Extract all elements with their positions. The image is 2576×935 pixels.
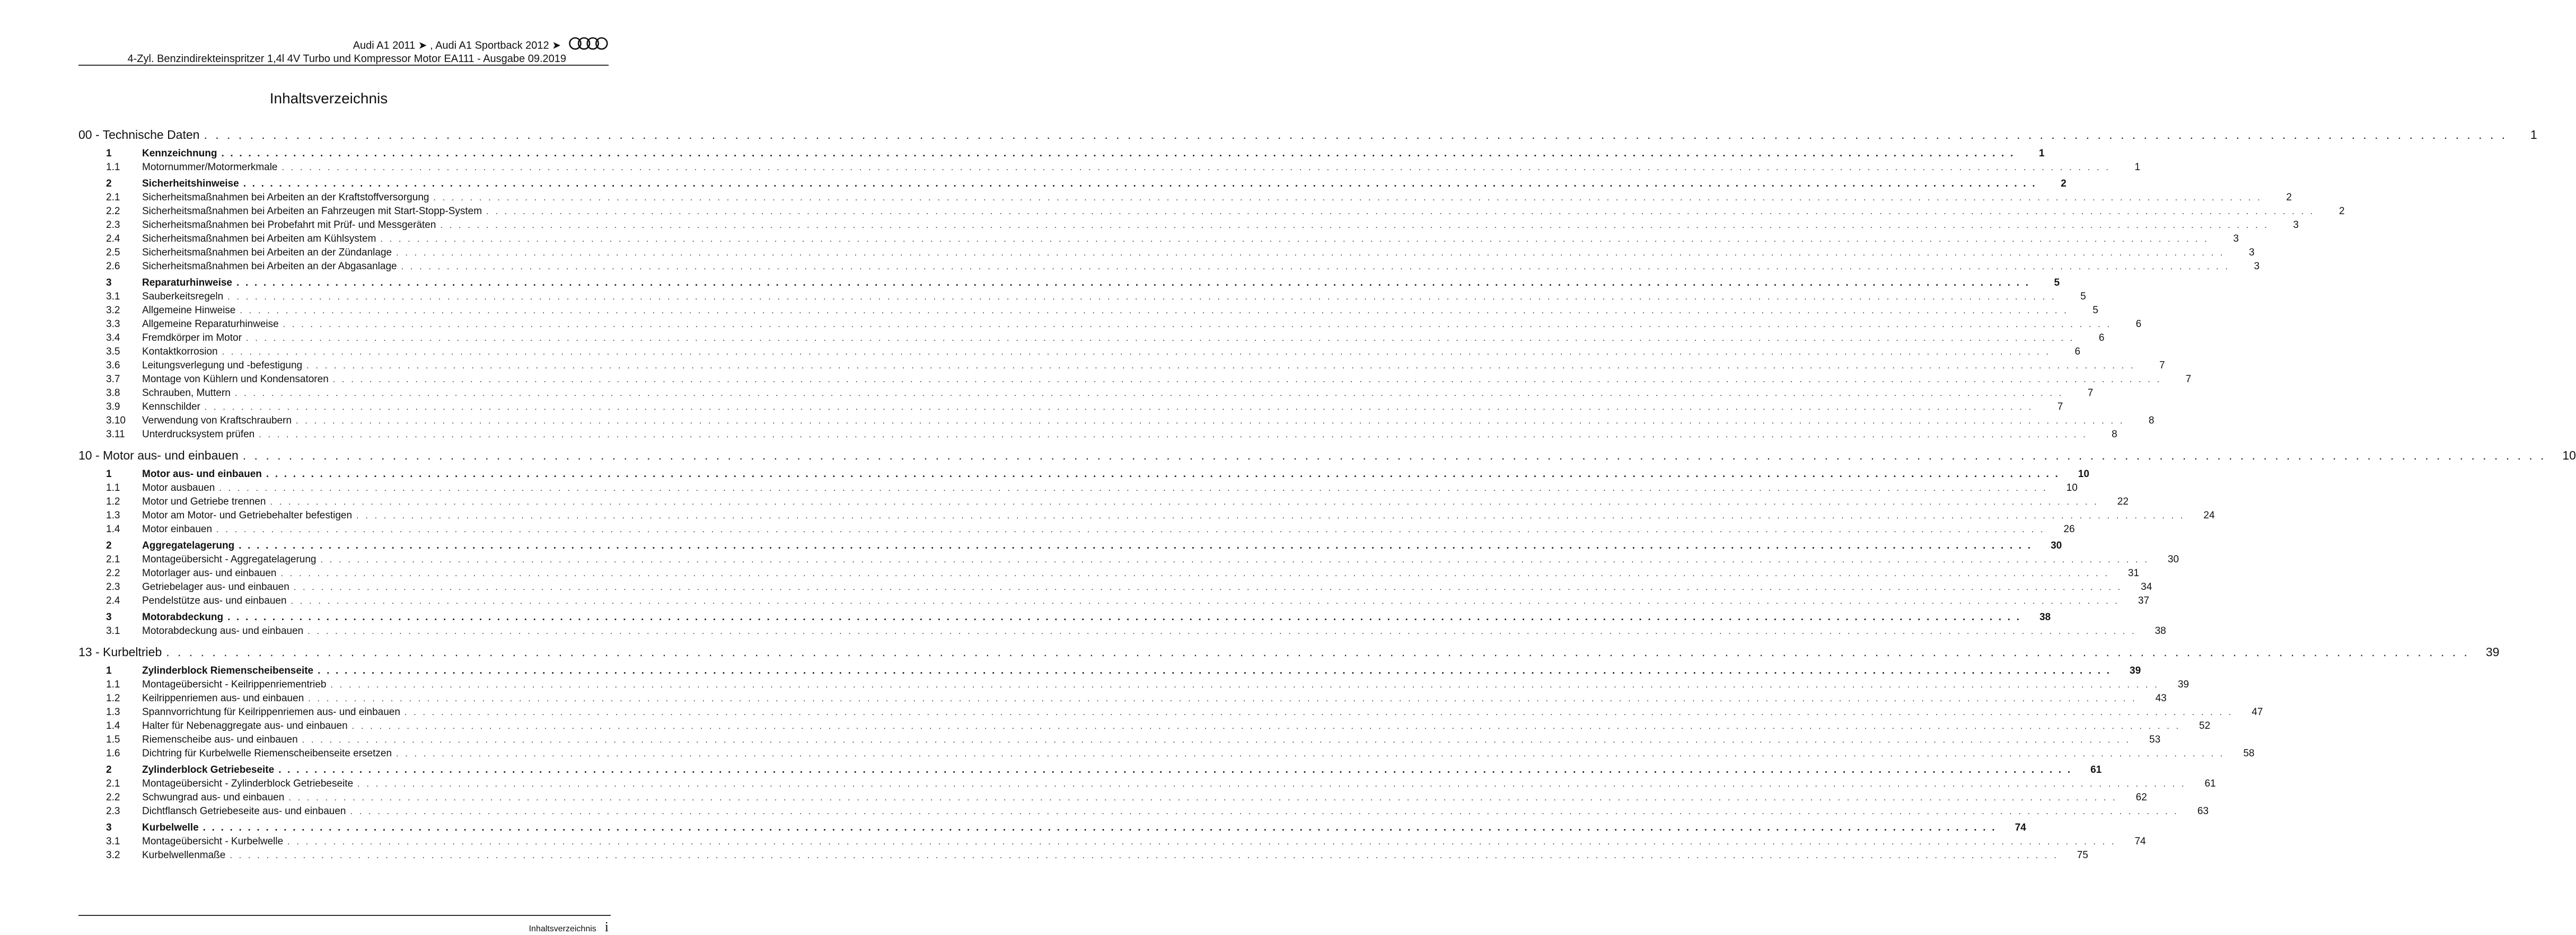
toc-entry-title: Sicherheitsmaßnahmen bei Arbeiten an Fahrzeugen mit Start-Stopp-System [142,206,482,217]
toc-entry-page: 61 [2204,778,2216,789]
toc-entry-title: Sauberkeitsregeln [142,291,224,302]
toc-entry-number: 1.4 [106,524,120,535]
toc-dot-leader: . . . . . . . . . . . . . . . . . . . . . . . . . . . . . . . . . . . . . . . . . . . . . . . . . . . . . . . . . . . . . . . . . . . . . . . . . . . . . . . . . . . . . . . . . . . . . . . . . . . . . . . . . . . . . . . . . . . . . . . . . . . . . . . . . . . . . . . . . . . . . . . . . . . . . . . . . . . . . . . . . . . . . . . . . . . . . . . . . . . . . . . . . . . . . . . . . . . . . . . . [404,708,2234,717]
toc-entry-page: 74 [2015,822,2026,833]
toc-sub-entry[interactable] [78,523,2075,536]
toc-entry-page: 10 [2066,482,2078,493]
toc-entry-number: 1.1 [106,679,120,690]
toc-entry-page: 22 [2117,496,2129,507]
toc-dot-leader: . . . . . . . . . . . . . . . . . . . . . . . . . . . . . . . . . . . . . . . . . . . . . . . . . . . . . . . . . . . . . . . . . . . . . . . . . . . . . . . . . . . . . . . . . . . . . . . . . . . . . . . . . . . . . . . . . . . . . . . . . . . . . . . . . . . . . . . . . . . . . . . . . . . . . . . . . . . . . . . . . . . . . . . . . . . . . . . . . . . . . . . . . . . . . . . . . . . . . . . . [280,569,2109,578]
toc-entry-title: Sicherheitsmaßnahmen bei Arbeiten an der Kraftstoffversorgung [142,192,429,203]
page-title: Inhaltsverzeichnis [269,90,388,107]
toc-entry-number: 2.1 [106,554,120,565]
page-footer [529,919,609,932]
toc-entry-number: 2.5 [106,247,120,258]
toc-entry-title: Zylinderblock Riemenscheibenseite [142,665,314,676]
toc-dot-leader: . . . . . . . . . . . . . . . . . . . . . . . . . . . . . . . . . . . . . . . . . . . . . . . . . . . . . . . . . . . . . . . . . . . . . . . . . . . . . . . . . . . . . . . . . . . . . . . . . . . . . . . . . . . . . . . . . . . . . . . . . . . . . . . . . . . . . . . . . . . . . . . . . . . . . . . . . . . . . . . . . . . . . . . . . . . . . . . . . . . . . . . . . . . . . . . . . . . . . . . . [283,320,2112,329]
toc-entry-number: 1 [106,148,112,159]
toc-entry-title: Montageübersicht - Kurbelwelle [142,836,284,847]
toc-entry-number: 3 [106,277,112,288]
toc-entry-title: Kontaktkorrosion [142,346,218,357]
toc-entry-page: 2 [2286,192,2292,203]
toc-section-entry[interactable] [78,276,2060,290]
toc-entry-page: 26 [2063,524,2075,535]
toc-sub-entry[interactable] [78,414,2155,428]
toc-dot-leader: . . . . . . . . . . . . . . . . . . . . . . . . . . . . . . . . . . . . . . . . . . . . . . . . . . . . . . . . . . . . . . . . . . . . . . . . . . . . . . . . . . . . . . . . . . . . . . . . . . . . . . . . . . . . . . . . . . . . . . . . . . . . . . . . . . . . . . . . . . . . . . . . . . . . . . . . . . . . . . . . . . . . . . . . . . . . . . . . . . . . . . . . . . . . . . . . . . . . . . . . [296,417,2125,426]
toc-entry-number: 3 [106,612,112,623]
toc-sub-entry[interactable] [78,509,2215,523]
toc-dot-leader: . . . . . . . . . . . . . . . . . . . . . . . . . . . . . . . . . . . . . . . . . . . . . . . . . . . . . . . . . . . . . . . . . . . . . . . . . . . . . . . . . . . . . . . . . . . . . . . . . . . . . . . . . . . . . . . . . . . . . . . . . . . . . . . . . . . . . . . . . . . . . . . . . . . . . . . . . . . . . . . . . . . . . . . . . . . . . . . . . . . . . . . . . . . . . . . . . . . . . . . . [270,498,2099,507]
toc-section-entry[interactable] [78,468,2089,481]
toc-entry-page: 7 [2057,401,2063,412]
toc-entry-page: 10 [2562,448,2576,462]
toc-entry-number: 2 [106,540,112,551]
footer-page-number: i [604,919,609,934]
toc-entry-title: Allgemeine Hinweise [142,305,236,316]
toc-sub-entry[interactable] [78,580,2152,594]
toc-dot-leader: . . . . . . . . . . . . . . . . . . . . . . . . . . . . . . . . . . . . . . . . . . . . . . . . . . . . . . . . . . . . . . . . . . . . . . . . . . . . . . . . . . . . . . . . . . . . . . . . . . . . . . . . . . . . . . . . . . . . . . . . . . . . . . . . . . . . . . . . . . . . . . . . . . . . . . . . . . . . . . . . . . . . . . . . . . . . . . . . . . . . . . . . . . . . . . . . . . . . . . . . [266,469,2060,480]
toc-entry-title: Motor am Motor- und Getriebehalter befestigen [142,510,353,521]
toc-entry-title: Sicherheitshinweise [142,178,239,189]
toc-entry-page: 62 [2135,792,2147,803]
page-header [78,36,609,66]
toc-chapter-entry[interactable] [78,125,2537,144]
toc-entry-page: 53 [2149,734,2161,745]
toc-entry-title: Motor ausbauen [142,482,215,493]
toc-entry-page: 30 [2051,540,2062,551]
toc-entry-page: 39 [2177,679,2189,690]
toc-entry-title: Sicherheitsmaßnahmen bei Arbeiten an der Abgasanlage [142,261,397,272]
toc-entry-title: Schrauben, Muttern [142,387,231,399]
toc-entry-title: Dichtring für Kurbelwelle Riemenscheibenseite ersetzen [142,748,392,759]
toc-entry-page: 30 [2167,554,2179,565]
toc-dot-leader: . . . . . . . . . . . . . . . . . . . . . . . . . . . . . . . . . . . . . . . . . . . . . . . . . . . . . . . . . . . . . . . . . . . . . . . . . . . . . . . . . . . . . . . . . . . . . . . . . . . . . . . . . . . . . . . . . . . . . . . . . . . . . . . . . . . . . . . . . . . . . . . . . . . . . . . . . . . . . . . . . . . . . . . . . . . . . . . . . . . . . . . . . . . . . . . . . . . . . . . . [320,555,2149,564]
toc-entry-number: 2 [106,764,112,775]
toc-entry-title: 13 - Kurbeltrieb [78,645,162,659]
toc-entry-number: 3.1 [106,836,120,847]
toc-entry-title: Montage von Kühlern und Kondensatoren [142,374,329,385]
toc-entry-page: 34 [2141,581,2152,593]
toc-dot-leader: . . . . . . . . . . . . . . . . . . . . . . . . . . . . . . . . . . . . . . . . . . . . . . . . . . . . . . . . . . . . . . . . . . . . . . . . . . . . . . . . . . . . . . . . . . . . . . . . . . . . . . . . . . . . . . . . . . . . . . . . . . . . . . . . . . . . . . . . . . . . . . . . . . . . . . . . . . . . . . . . . . . . . . . . . . . . . . . . . . . . . . . . . . . . . . . . . . . . . . . . [307,627,2137,636]
toc-dot-leader: . . . . . . . . . . . . . . . . . . . . . . . . . . . . . . . . . . . . . . . . . . . . . . . . . . . . . . . . . . . . . . . . . . . . . . . . . . . . . . . . . . . . . . . . . . . . . . . . . . . . . . . . . . . . . . . . . . . . . . . . . . . . . . . . . . . . . . . . . . . . . . . . . . . . . . . . . . . . . . . . . . . . . . . . . . . . . . . . . . . . . . . . . . . . . . . . . . . . . . . . [240,306,2069,315]
toc-sub-entry[interactable] [78,567,2139,580]
toc-entry-title: Reparaturhinweise [142,277,232,288]
toc-sub-entry[interactable] [78,331,2105,345]
toc-dot-leader: . . . . . . . . . . . . . . . . . . . . . . . . . . . . . . . . . . . . . . . . . . . . . . . . . . . . . . . . . . . . . . . . . . . . . . . . . . . . . . . . . . . . . . . . . . . . . . . . . . . . . . . . . . . . . . . . . . . . . . . . . . . . . . . . . . . . . . . . . . . . . . . . . . . . . . . . . . . . . . . . . . . . . . . . . . . . . . . . . . . . . . . . . . . . . . . . . . . . . . . . [245,334,2075,343]
toc-sub-entry[interactable] [78,719,2211,733]
toc-entry-page: 6 [2098,332,2105,343]
toc-dot-leader: . . . . . . . . . . . . . . . . . . . . . . . . . . . . . . . . . . . . . . . . . . . . . . . . . . . . . . . . . . . . . . . . . . . . . . . . . . . . . . . . . . . . . . . . . . . . . . . . . . . . . . . . . . . . . . . . . . . . . . . . . . . . . . . . . . . . . . . . . . . . . . . . . . . . . . . . . . . . . . . . . . . . . . . . . . . . . . . . . . . . . . . . . . . . . . . . . . . . . . . . [306,361,2135,371]
toc-entry-title: Zylinderblock Getriebeseite [142,764,275,775]
footer-divider [78,915,611,916]
toc-entry-page: 37 [2138,595,2150,606]
toc-entry-page: 7 [2087,387,2094,399]
toc-entry-page: 2 [2061,178,2067,189]
toc-sub-entry[interactable] [78,594,2150,608]
toc-sub-entry[interactable] [78,849,2088,862]
toc-entry-title: Motorabdeckung [142,612,224,623]
header-engine-line: 4-Zyl. Benzindirekteinspritzer 1,4l 4V Turbo und Kompressor Motor EA111 - Ausgabe 09.2019 [127,53,566,65]
toc-entry-number: 1.2 [106,496,120,507]
toc-entry-number: 3.1 [106,625,120,637]
toc-sub-entry[interactable] [78,345,2081,359]
toc-dot-leader: . . . . . . . . . . . . . . . . . . . . . . . . . . . . . . . . . . . . . . . . . . . . . . . . . . . . . . . . . . . . . . . . . . . . . . . . . . . . . . . . . . . . . . . . . . . . . . . . . . . . . . . . . . . . . . . . . . . . . . . . . . . . . . . . . . . . . . . . . . . . . . . . . . . . . . . . . . . . . . . . . . . . . . . . . . . . . . . . . . . . . . . . . . . . . . . . . . . . . . . . [227,612,2021,623]
toc-sub-entry[interactable] [78,373,2192,386]
toc-dot-leader: . . . . . . . . . . . . . . . . . . . . . . . . . . . . . . . . . . . . . . . . . . . . . . . . . . . . . . . . . . . . . . . . . . . . . . . . . . . . . . . . . . . . . . . . . . . . . . . . . . . . . . . . . . . . . . . . . . . . . . . . . . . . . . . . . . . . . . . . . . . . . . . . . . . . . . . . . . . . . . . . . . . . . . . . . . . . . . . . . . . . . . . . . . . . . . . . . . . . . . . . [380,235,2209,244]
toc-entry-title: Kennschilder [142,401,200,412]
toc-entry-page: 38 [2155,625,2166,637]
toc-sub-entry[interactable] [78,791,2147,805]
toc-sub-entry[interactable] [78,161,2140,174]
toc-entry-title: Montageübersicht - Aggregatelagerung [142,554,316,565]
toc-entry-title: 00 - Technische Daten [78,128,200,142]
header-vehicle-text: Audi A1 2011 ➤ , Audi A1 Sportback 2012 ➤ [353,39,561,51]
toc-entry-number: 1 [106,469,112,480]
footer-label: Inhaltsverzeichnis [529,924,596,933]
toc-dot-leader: . . . . . . . . . . . . . . . . . . . . . . . . . . . . . . . . . . . . . . . . . . . . . . . . . . . . . . . . . . . . . . . . . . . . . . . . . . . . . . . . . . . . . . . . . . . . . . . . . . . . . . . . . . . . . . . . . . . . . . . . . . . . . . . . . . . . . . . . . . . . . . . . . . . . . . . . . . . . . . . . . . . . . . . . . . . . . . . . . . . . . . . . . . . . . . . . . . . . . . . . [234,389,2064,398]
toc-sub-entry[interactable] [78,553,2179,567]
toc-entry-title: Riemenscheibe aus- und einbauen [142,734,298,745]
toc-entry-number: 1.1 [106,162,120,173]
toc-entry-title: Sicherheitsmaßnahmen bei Probefahrt mit Prüf- und Messgeräten [142,219,436,231]
toc-entry-title: Motor und Getriebe trennen [142,496,266,507]
toc-sub-entry[interactable] [78,747,2255,761]
toc-entry-number: 3.3 [106,319,120,330]
toc-dot-leader: . . . . . . . . . . . . . . . . . . . . . . . . . . . . . . . . . . . . . . . . . . . . . . . . . . . . . . . . . . . . . . . . . . . . . . . . . . . . . . . . . . . . . . . . . . . . . . . . . . . . . . . . . . . . . . . . . . . . . . . . . . . . . . . . . . . . . . . . . . . . . . . . . . . . . . . . . . . . . . . . . . . . . . . . . . . . . . . . . . . . . . . . . . . . . . . . . . . . . . . . [308,694,2137,703]
toc-entry-page: 63 [2197,806,2209,817]
toc-entry-number: 2.1 [106,778,120,789]
toc-entry-title: Kennzeichnung [142,148,217,159]
toc-entry-number: 2.2 [106,206,120,217]
toc-entry-page: 8 [2148,415,2155,426]
toc-sub-entry[interactable] [78,777,2216,791]
toc-dot-leader: . . . . . . . . . . . . . . . . . . . . . . . . . . . . . . . . . . . . . . . . . . . . . . . . . . . . . . . . . . . . . . . . . . . . . . . . . . . . . . . . . . . . . . . . . . . . . . . . . . . . . . . . . . . . . . . . . . . . . . . . . . . . . . . . . . . . . . . . . . . . . . . . . . . . . . . . . . . . . . . . . . . . . . . . . . . . . . . . . . . . . . . . . . . . . . . . . . . . . . . . [282,163,2111,172]
toc-dot-leader: . . . . . . . . . . . . . . . . . . . . . . . . . . . . . . . . . . . . . . . . . . . . . . . . . . . . . . . . . . . . . . . . . . . . . . . . . . . . . . . . . . . . . . . . . . . . . . . . . . . . . . . . . . . . . . . . . . . . . . . . . . . . . . . . . . . . . . . . . . . . . . . . . . . . . . . . . . . . . . . . . . . . . . . . . . . . . . . . . . . . . . . . . . . . . . . . . . . . . . . . [236,277,2030,288]
toc-entry-page: 31 [2127,568,2139,579]
toc-section-entry[interactable] [78,611,2051,624]
toc-entry-number: 1.3 [106,707,120,718]
toc-entry-title: Motorabdeckung aus- und einbauen [142,625,304,637]
toc-entry-number: 1.3 [106,510,120,521]
toc-dot-leader: . . . . . . . . . . . . . . . . . . . . . . . . . . . . . . . . . . . . . . . . . . . . . . . . . . . . . . . . . . . . . . . . . . . . . . . . . . . . . . . . . . . . . . . . . . . . . . . . . . . . . . . . . . . . . . . . . . . . . . . . . . . . . . . . . . . . . . . . . . . . . . . . . . . . . . . . . . . . . . . . . . . . . . . . . . . . . . . . . . . . . . . . . . . . . . . . . . . . . . . . [166,645,2470,659]
toc-entry-number: 1 [106,665,112,676]
toc-sub-entry[interactable] [78,290,2086,304]
toc-entry-number: 3.4 [106,332,120,343]
toc-entry-title: Montageübersicht - Zylinderblock Getriebeseite [142,778,354,789]
toc-sub-entry[interactable] [78,495,2129,509]
toc-dot-leader: . . . . . . . . . . . . . . . . . . . . . . . . . . . . . . . . . . . . . . . . . . . . . . . . . . . . . . . . . . . . . . . . . . . . . . . . . . . . . . . . . . . . . . . . . . . . . . . . . . . . . . . . . . . . . . . . . . . . . . . . . . . . . . . . . . . . . . . . . . . . . . . . . . . . . . . . . . . . . . . . . . . . . . . . . . . . . . . . . . . . . . . . . . . . . . . . . . . . . . . . [278,764,2072,775]
toc-dot-leader: . . . . . . . . . . . . . . . . . . . . . . . . . . . . . . . . . . . . . . . . . . . . . . . . . . . . . . . . . . . . . . . . . . . . . . . . . . . . . . . . . . . . . . . . . . . . . . . . . . . . . . . . . . . . . . . . . . . . . . . . . . . . . . . . . . . . . . . . . . . . . . . . . . . . . . . . . . . . . . . . . . . . . . . . . . . . . . . . . . . . . . . . . . . . . . . . . . . . . . . . [221,148,2015,159]
toc-chapter-entry[interactable] [78,446,2576,465]
toc-entry-page: 10 [2078,469,2089,480]
toc-entry-page: 7 [2185,374,2192,385]
toc-entry-number: 3.2 [106,305,120,316]
toc-entry-number: 1.5 [106,734,120,745]
toc-entry-number: 3 [106,822,112,833]
toc-dot-leader: . . . . . . . . . . . . . . . . . . . . . . . . . . . . . . . . . . . . . . . . . . . . . . . . . . . . . . . . . . . . . . . . . . . . . . . . . . . . . . . . . . . . . . . . . . . . . . . . . . . . . . . . . . . . . . . . . . . . . . . . . . . . . . . . . . . . . . . . . . . . . . . . . . . . . . . . . . . . . . . . . . . . . . . . . . . . . . . . . . . . . . . . . . . . . . . . . . . . . . . . [287,837,2116,846]
toc-entry-page: 1 [2038,148,2045,159]
toc-entry-title: Motorlager aus- und einbauen [142,568,277,579]
toc-entry-title: Allgemeine Reparaturhinweise [142,319,279,330]
toc-dot-leader: . . . . . . . . . . . . . . . . . . . . . . . . . . . . . . . . . . . . . . . . . . . . . . . . . . . . . . . . . . . . . . . . . . . . . . . . . . . . . . . . . . . . . . . . . . . . . . . . . . . . . . . . . . . . . . . . . . . . . . . . . . . . . . . . . . . . . . . . . . . . . . . . . . . . . . . . . . . . . . . . . . . . . . . . . . . . . . . . . . . . . . . . . . . . . . . . . . . . . . . . [433,193,2262,202]
toc-section-entry[interactable] [78,177,2067,191]
toc-entry-title: Aggregatelagerung [142,540,235,551]
toc-entry-page: 74 [2134,836,2146,847]
toc-entry-page: 3 [2233,233,2239,244]
toc-dot-leader: . . . . . . . . . . . . . . . . . . . . . . . . . . . . . . . . . . . . . . . . . . . . . . . . . . . . . . . . . . . . . . . . . . . . . . . . . . . . . . . . . . . . . . . . . . . . . . . . . . . . . . . . . . . . . . . . . . . . . . . . . . . . . . . . . . . . . . . . . . . . . . . . . . . . . . . . . . . . . . . . . . . . . . . . . . . . . . . . . . . . . . . . . . . . . . . . . . . . . . . . [330,681,2159,690]
header-divider [78,65,609,66]
toc-entry-title: Leitungsverlegung und -befestigung [142,360,303,371]
toc-entry-page: 3 [2248,247,2255,258]
toc-dot-leader: . . . . . . . . . . . . . . . . . . . . . . . . . . . . . . . . . . . . . . . . . . . . . . . . . . . . . . . . . . . . . . . . . . . . . . . . . . . . . . . . . . . . . . . . . . . . . . . . . . . . . . . . . . . . . . . . . . . . . . . . . . . . . . . . . . . . . . . . . . . . . . . . . . . . . . . . . . . . . . . . . . . . . . . . . . . . . . . . . . . . . . . . . . . . . . . . . . . . . . . . [243,178,2037,189]
toc-chapter-entry[interactable] [78,642,2500,661]
toc-entry-number: 3.9 [106,401,120,412]
toc-entry-page: 61 [2090,764,2102,775]
toc-entry-number: 2.4 [106,233,120,244]
toc-sub-entry[interactable] [78,835,2146,849]
toc-entry-page: 3 [2293,219,2299,231]
toc-sub-entry[interactable] [78,218,2299,232]
toc-dot-leader: . . . . . . . . . . . . . . . . . . . . . . . . . . . . . . . . . . . . . . . . . . . . . . . . . . . . . . . . . . . . . . . . . . . . . . . . . . . . . . . . . . . . . . . . . . . . . . . . . . . . . . . . . . . . . . . . . . . . . . . . . . . . . . . . . . . . . . . . . . . . . . . . . . . . . . . . . . . . . . . . . . . . . . . . . . . . . . . . . . . . . . . . . . . . . . . . . . . . . . . . [356,511,2185,521]
toc-dot-leader: . . . . . . . . . . . . . . . . . . . . . . . . . . . . . . . . . . . . . . . . . . . . . . . . . . . . . . . . . . . . . . . . . . . . . . . . . . . . . . . . . . . . . . . . . . . . . . . . . . . . . . . . . . . . . . . . . . . . . . . . . . . . . . . . . . . . . . . . . . . . . . . . . . . . . . . . . . . . . . . . . . . . . . . . . . . . . . . . . . . . . . . . . . . . . . . . . . . . . . . . [318,665,2112,676]
toc-dot-leader: . . . . . . . . . . . . . . . . . . . . . . . . . . . . . . . . . . . . . . . . . . . . . . . . . . . . . . . . . . . . . . . . . . . . . . . . . . . . . . . . . . . . . . . . . . . . . . . . . . . . . . . . . . . . . . . . . . . . . . . . . . . . . . . . . . . . . . . . . . . . . . . . . . . . . . . . . . . . . . . . . . . . . . . . . . . . . . . . . . . . . . . . . . . . . . . . . . . . . . . . [396,249,2225,258]
table-of-contents [78,125,2576,862]
toc-entry-number: 2.4 [106,595,120,606]
toc-entry-title: Motornummer/Motormerkmale [142,162,278,173]
toc-entry-page: 5 [2080,291,2086,302]
toc-sub-entry[interactable] [78,624,2166,638]
toc-section-entry[interactable] [78,664,2141,678]
toc-entry-title: Sicherheitsmaßnahmen bei Arbeiten am Kühlsystem [142,233,376,244]
toc-dot-leader: . . . . . . . . . . . . . . . . . . . . . . . . . . . . . . . . . . . . . . . . . . . . . . . . . . . . . . . . . . . . . . . . . . . . . . . . . . . . . . . . . . . . . . . . . . . . . . . . . . . . . . . . . . . . . . . . . . . . . . . . . . . . . . . . . . . . . . . . . . . . . . . . . . . . . . . . . . . . . . . . . . . . . . . . . . . . . . . . . . . . . . . . . . . . . . . . . . . . . . . . [401,262,2230,271]
toc-entry-title: Pendelstütze aus- und einbauen [142,595,287,606]
toc-entry-title: Fremdkörper im Motor [142,332,242,343]
toc-sub-entry[interactable] [78,692,2167,705]
toc-entry-title: Kurbelwellenmaße [142,850,226,861]
toc-entry-title: Montageübersicht - Keilrippenriementrieb [142,679,327,690]
audi-rings-icon [568,37,609,54]
toc-dot-leader: . . . . . . . . . . . . . . . . . . . . . . . . . . . . . . . . . . . . . . . . . . . . . . . . . . . . . . . . . . . . . . . . . . . . . . . . . . . . . . . . . . . . . . . . . . . . . . . . . . . . . . . . . . . . . . . . . . . . . . . . . . . . . . . . . . . . . . . . . . . . . . . . . . . . . . . . . . . . . . . . . . . . . . . . . . . . . . . . . . . . . . . . . . . . . . . . . . . . . . . . [227,293,2056,302]
toc-sub-entry[interactable] [78,733,2161,747]
toc-sub-entry[interactable] [78,400,2063,414]
toc-dot-leader: . . . . . . . . . . . . . . . . . . . . . . . . . . . . . . . . . . . . . . . . . . . . . . . . . . . . . . . . . . . . . . . . . . . . . . . . . . . . . . . . . . . . . . . . . . . . . . . . . . . . . . . . . . . . . . . . . . . . . . . . . . . . . . . . . . . . . . . . . . . . . . . . . . . . . . . . . . . . . . . . . . . . . . . . . . . . . . . . . . . . . . . . . . . . . . . . . . . . . . . . [239,540,2033,551]
toc-dot-leader: . . . . . . . . . . . . . . . . . . . . . . . . . . . . . . . . . . . . . . . . . . . . . . . . . . . . . . . . . . . . . . . . . . . . . . . . . . . . . . . . . . . . . . . . . . . . . . . . . . . . . . . . . . . . . . . . . . . . . . . . . . . . . . . . . . . . . . . . . . . . . . . . . . . . . . . . . . . . . . . . . . . . . . . . . . . . . . . . . . . . . . . . . . . . . . . . . . . . . . . . [332,375,2162,384]
toc-entry-number: 3.2 [106,850,120,861]
toc-entry-number: 1.1 [106,482,120,493]
toc-entry-page: 24 [2203,510,2215,521]
toc-dot-leader: . . . . . . . . . . . . . . . . . . . . . . . . . . . . . . . . . . . . . . . . . . . . . . . . . . . . . . . . . . . . . . . . . . . . . . . . . . . . . . . . . . . . . . . . . . . . . . . . . . . . . . . . . . . . . . . . . . . . . . . . . . . . . . . . . . . . . . . . . . . . . . . . . . . . . . . . . . . . . . . . . . . . . . . . . . . . . . . . . . . . . . . . . . . . . . . . . . . . . . . . [440,221,2269,230]
toc-entry-page: 1 [2530,128,2537,142]
toc-entry-number: 2.2 [106,568,120,579]
toc-entry-title: Keilrippenriemen aus- und einbauen [142,693,304,704]
toc-entry-number: 1.4 [106,720,120,731]
toc-entry-number: 3.7 [106,374,120,385]
toc-entry-page: 6 [2135,319,2142,330]
toc-entry-number: 2 [106,178,112,189]
toc-dot-leader: . . . . . . . . . . . . . . . . . . . . . . . . . . . . . . . . . . . . . . . . . . . . . . . . . . . . . . . . . . . . . . . . . . . . . . . . . . . . . . . . . . . . . . . . . . . . . . . . . . . . . . . . . . . . . . . . . . . . . . . . . . . . . . . . . . . . . . . . . . . . . . . . . . . . . . . . . . . . . . . . . . . . . . . . . . . . . . . . . . . . . . . . . . . . . . . . . . . . . . . . [204,128,2508,142]
toc-dot-leader: . . . . . . . . . . . . . . . . . . . . . . . . . . . . . . . . . . . . . . . . . . . . . . . . . . . . . . . . . . . . . . . . . . . . . . . . . . . . . . . . . . . . . . . . . . . . . . . . . . . . . . . . . . . . . . . . . . . . . . . . . . . . . . . . . . . . . . . . . . . . . . . . . . . . . . . . . . . . . . . . . . . . . . . . . . . . . . . . . . . . . . . . . . . . . . . . . . . . . . . . [216,525,2045,534]
toc-sub-entry[interactable] [78,678,2189,692]
toc-entry-number: 3.8 [106,387,120,399]
toc-entry-page: 39 [2485,645,2500,659]
toc-sub-entry[interactable] [78,205,2345,218]
toc-entry-title: Getriebelager aus- und einbauen [142,581,289,593]
toc-entry-page: 38 [2039,612,2051,623]
toc-dot-leader: . . . . . . . . . . . . . . . . . . . . . . . . . . . . . . . . . . . . . . . . . . . . . . . . . . . . . . . . . . . . . . . . . . . . . . . . . . . . . . . . . . . . . . . . . . . . . . . . . . . . . . . . . . . . . . . . . . . . . . . . . . . . . . . . . . . . . . . . . . . . . . . . . . . . . . . . . . . . . . . . . . . . . . . . . . . . . . . . . . . . . . . . . . . . . . . . . . . . . . . . [288,793,2117,802]
toc-entry-number: 2.6 [106,261,120,272]
toc-dot-leader: . . . . . . . . . . . . . . . . . . . . . . . . . . . . . . . . . . . . . . . . . . . . . . . . . . . . . . . . . . . . . . . . . . . . . . . . . . . . . . . . . . . . . . . . . . . . . . . . . . . . . . . . . . . . . . . . . . . . . . . . . . . . . . . . . . . . . . . . . . . . . . . . . . . . . . . . . . . . . . . . . . . . . . . . . . . . . . . . . . . . . . . . . . . . . . . . . . . . . . . . [293,583,2123,592]
toc-sub-entry[interactable] [78,260,2260,274]
toc-entry-title: 10 - Motor aus- und einbauen [78,448,239,462]
toc-entry-page: 1 [2134,162,2140,173]
toc-section-entry[interactable] [78,763,2102,777]
toc-entry-number: 2.2 [106,792,120,803]
toc-entry-page: 75 [2077,850,2088,861]
toc-dot-leader: . . . . . . . . . . . . . . . . . . . . . . . . . . . . . . . . . . . . . . . . . . . . . . . . . . . . . . . . . . . . . . . . . . . . . . . . . . . . . . . . . . . . . . . . . . . . . . . . . . . . . . . . . . . . . . . . . . . . . . . . . . . . . . . . . . . . . . . . . . . . . . . . . . . . . . . . . . . . . . . . . . . . . . . . . . . . . . . . . . . . . . . . . . . . . . . . . . . . . . . . [204,403,2034,412]
toc-dot-leader: . . . . . . . . . . . . . . . . . . . . . . . . . . . . . . . . . . . . . . . . . . . . . . . . . . . . . . . . . . . . . . . . . . . . . . . . . . . . . . . . . . . . . . . . . . . . . . . . . . . . . . . . . . . . . . . . . . . . . . . . . . . . . . . . . . . . . . . . . . . . . . . . . . . . . . . . . . . . . . . . . . . . . . . . . . . . . . . . . . . . . . . . . . . . . . . . . . . . . . . . [350,807,2179,816]
toc-entry-page: 7 [2159,360,2165,371]
toc-dot-leader: . . . . . . . . . . . . . . . . . . . . . . . . . . . . . . . . . . . . . . . . . . . . . . . . . . . . . . . . . . . . . . . . . . . . . . . . . . . . . . . . . . . . . . . . . . . . . . . . . . . . . . . . . . . . . . . . . . . . . . . . . . . . . . . . . . . . . . . . . . . . . . . . . . . . . . . . . . . . . . . . . . . . . . . . . . . . . . . . . . . . . . . . . . . . . . . . . . . . . . . . [357,780,2186,789]
toc-sub-entry[interactable] [78,386,2094,400]
toc-dot-leader: . . . . . . . . . . . . . . . . . . . . . . . . . . . . . . . . . . . . . . . . . . . . . . . . . . . . . . . . . . . . . . . . . . . . . . . . . . . . . . . . . . . . . . . . . . . . . . . . . . . . . . . . . . . . . . . . . . . . . . . . . . . . . . . . . . . . . . . . . . . . . . . . . . . . . . . . . . . . . . . . . . . . . . . . . . . . . . . . . . . . . . . . . . . . . . . . . . . . . . . . [486,207,2315,216]
toc-sub-entry[interactable] [78,317,2142,331]
toc-entry-title: Motor einbauen [142,524,213,535]
toc-entry-title: Kurbelwelle [142,822,199,833]
toc-entry-page: 6 [2074,346,2081,357]
toc-entry-page: 3 [2254,261,2260,272]
toc-entry-number: 3.1 [106,291,120,302]
toc-sub-entry[interactable] [78,246,2255,260]
toc-dot-leader: . . . . . . . . . . . . . . . . . . . . . . . . . . . . . . . . . . . . . . . . . . . . . . . . . . . . . . . . . . . . . . . . . . . . . . . . . . . . . . . . . . . . . . . . . . . . . . . . . . . . . . . . . . . . . . . . . . . . . . . . . . . . . . . . . . . . . . . . . . . . . . . . . . . . . . . . . . . . . . . . . . . . . . . . . . . . . . . . . . . . . . . . . . . . . . . . . . . . . . . . [242,448,2546,462]
toc-entry-page: 5 [2054,277,2060,288]
toc-dot-leader: . . . . . . . . . . . . . . . . . . . . . . . . . . . . . . . . . . . . . . . . . . . . . . . . . . . . . . . . . . . . . . . . . . . . . . . . . . . . . . . . . . . . . . . . . . . . . . . . . . . . . . . . . . . . . . . . . . . . . . . . . . . . . . . . . . . . . . . . . . . . . . . . . . . . . . . . . . . . . . . . . . . . . . . . . . . . . . . . . . . . . . . . . . . . . . . . . . . . . . . . [302,736,2131,745]
toc-dot-leader: . . . . . . . . . . . . . . . . . . . . . . . . . . . . . . . . . . . . . . . . . . . . . . . . . . . . . . . . . . . . . . . . . . . . . . . . . . . . . . . . . . . . . . . . . . . . . . . . . . . . . . . . . . . . . . . . . . . . . . . . . . . . . . . . . . . . . . . . . . . . . . . . . . . . . . . . . . . . . . . . . . . . . . . . . . . . . . . . . . . . . . . . . . . . . . . . . . . . . . . . [259,430,2088,439]
toc-entry-number: 2.3 [106,581,120,593]
toc-entry-number: 2.3 [106,219,120,231]
toc-sub-entry[interactable] [78,428,2117,442]
toc-sub-entry[interactable] [78,705,2263,719]
toc-dot-leader: . . . . . . . . . . . . . . . . . . . . . . . . . . . . . . . . . . . . . . . . . . . . . . . . . . . . . . . . . . . . . . . . . . . . . . . . . . . . . . . . . . . . . . . . . . . . . . . . . . . . . . . . . . . . . . . . . . . . . . . . . . . . . . . . . . . . . . . . . . . . . . . . . . . . . . . . . . . . . . . . . . . . . . . . . . . . . . . . . . . . . . . . . . . . . . . . . . . . . . . . [396,749,2225,758]
toc-section-entry[interactable] [78,539,2062,553]
toc-section-entry[interactable] [78,147,2045,161]
toc-entry-number: 2.1 [106,192,120,203]
toc-entry-page: 47 [2252,707,2263,718]
toc-entry-page: 39 [2130,665,2141,676]
toc-sub-entry[interactable] [78,191,2292,205]
toc-entry-page: 58 [2243,748,2255,759]
toc-entry-number: 1.2 [106,693,120,704]
toc-entry-number: 1.6 [106,748,120,759]
toc-entry-number: 3.11 [106,429,125,440]
toc-entry-title: Dichtflansch Getriebeseite aus- und einbauen [142,806,346,817]
toc-entry-page: 8 [2112,429,2117,440]
toc-sub-entry[interactable] [78,805,2209,818]
toc-entry-title: Spannvorrichtung für Keilrippenriemen aus- und einbauen [142,707,400,718]
toc-entry-page: 52 [2199,720,2211,731]
toc-sub-entry[interactable] [78,304,2098,317]
toc-entry-number: 2.3 [106,806,120,817]
header-vehicle-line [353,38,609,52]
toc-dot-leader: . . . . . . . . . . . . . . . . . . . . . . . . . . . . . . . . . . . . . . . . . . . . . . . . . . . . . . . . . . . . . . . . . . . . . . . . . . . . . . . . . . . . . . . . . . . . . . . . . . . . . . . . . . . . . . . . . . . . . . . . . . . . . . . . . . . . . . . . . . . . . . . . . . . . . . . . . . . . . . . . . . . . . . . . . . . . . . . . . . . . . . . . . . . . . . . . . . . . . . . . [230,851,2059,860]
toc-entry-title: Verwendung von Kraftschraubern [142,415,292,426]
toc-dot-leader: . . . . . . . . . . . . . . . . . . . . . . . . . . . . . . . . . . . . . . . . . . . . . . . . . . . . . . . . . . . . . . . . . . . . . . . . . . . . . . . . . . . . . . . . . . . . . . . . . . . . . . . . . . . . . . . . . . . . . . . . . . . . . . . . . . . . . . . . . . . . . . . . . . . . . . . . . . . . . . . . . . . . . . . . . . . . . . . . . . . . . . . . . . . . . . . . . . . . . . . . [351,722,2181,731]
toc-entry-title: Schwungrad aus- und einbauen [142,792,285,803]
toc-entry-number: 3.5 [106,346,120,357]
toc-dot-leader: . . . . . . . . . . . . . . . . . . . . . . . . . . . . . . . . . . . . . . . . . . . . . . . . . . . . . . . . . . . . . . . . . . . . . . . . . . . . . . . . . . . . . . . . . . . . . . . . . . . . . . . . . . . . . . . . . . . . . . . . . . . . . . . . . . . . . . . . . . . . . . . . . . . . . . . . . . . . . . . . . . . . . . . . . . . . . . . . . . . . . . . . . . . . . . . . . . . . . . . . [203,822,1997,833]
toc-entry-title: Unterdrucksystem prüfen [142,429,255,440]
toc-sub-entry[interactable] [78,481,2078,495]
toc-section-entry[interactable] [78,821,2026,835]
toc-entry-title: Sicherheitsmaßnahmen bei Arbeiten an der Zündanlage [142,247,392,258]
toc-dot-leader: . . . . . . . . . . . . . . . . . . . . . . . . . . . . . . . . . . . . . . . . . . . . . . . . . . . . . . . . . . . . . . . . . . . . . . . . . . . . . . . . . . . . . . . . . . . . . . . . . . . . . . . . . . . . . . . . . . . . . . . . . . . . . . . . . . . . . . . . . . . . . . . . . . . . . . . . . . . . . . . . . . . . . . . . . . . . . . . . . . . . . . . . . . . . . . . . . . . . . . . . [291,597,2120,606]
toc-entry-number: 3.6 [106,360,120,371]
toc-sub-entry[interactable] [78,359,2165,373]
toc-entry-number: 3.10 [106,415,126,426]
toc-entry-page: 2 [2338,206,2345,217]
toc-entry-title: Halter für Nebenaggregate aus- und einbauen [142,720,348,731]
toc-entry-page: 43 [2155,693,2167,704]
toc-entry-title: Motor aus- und einbauen [142,469,262,480]
toc-sub-entry[interactable] [78,232,2239,246]
toc-dot-leader: . . . . . . . . . . . . . . . . . . . . . . . . . . . . . . . . . . . . . . . . . . . . . . . . . . . . . . . . . . . . . . . . . . . . . . . . . . . . . . . . . . . . . . . . . . . . . . . . . . . . . . . . . . . . . . . . . . . . . . . . . . . . . . . . . . . . . . . . . . . . . . . . . . . . . . . . . . . . . . . . . . . . . . . . . . . . . . . . . . . . . . . . . . . . . . . . . . . . . . . . [219,484,2048,493]
toc-dot-leader: . . . . . . . . . . . . . . . . . . . . . . . . . . . . . . . . . . . . . . . . . . . . . . . . . . . . . . . . . . . . . . . . . . . . . . . . . . . . . . . . . . . . . . . . . . . . . . . . . . . . . . . . . . . . . . . . . . . . . . . . . . . . . . . . . . . . . . . . . . . . . . . . . . . . . . . . . . . . . . . . . . . . . . . . . . . . . . . . . . . . . . . . . . . . . . . . . . . . . . . . [222,348,2051,357]
toc-entry-page: 5 [2093,305,2098,316]
